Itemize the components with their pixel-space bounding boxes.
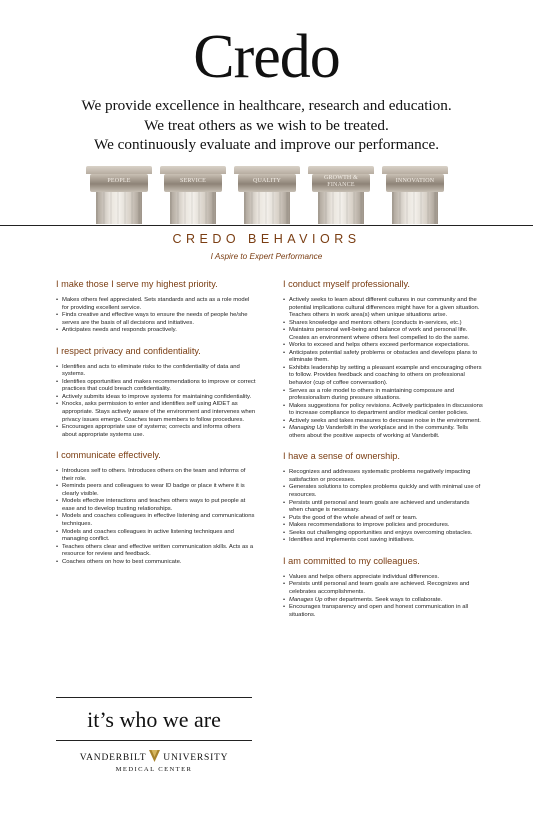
- list-item: • Knocks, asks permission to enter and identifies self using AIDET as appropriate. Stays actively aware of the environment and intervenes when privacy issues emerge. Coaches team members to follow procedures.: [56, 401, 256, 424]
- list-item: • Manages Up other departments. Seek ways to collaborate.: [283, 597, 485, 605]
- list-item: • Models and coaches colleagues in effective listening and communications techniques.: [56, 513, 256, 528]
- list-item: • Exhibits leadership by setting a pleasant example and encouraging others to follow. Provides feedback and coaching to others on professional behavior (cup of coffee conversation).: [283, 365, 485, 388]
- list-item: • Recognizes and addresses systematic problems negatively impacting satisfaction or processes.: [283, 469, 485, 484]
- section-heading: I communicate effectively.: [56, 450, 161, 461]
- list-item: • Encourages appropriate use of systems; corrects and informs others about appropriate systems use.: [56, 424, 256, 439]
- divider: [0, 225, 533, 226]
- section-heading: I respect privacy and confidentiality.: [56, 345, 201, 356]
- mission-line: We continuously evaluate and improve our performance.: [93, 136, 439, 153]
- behaviors-subtitle: I Aspire to Expert Performance: [210, 252, 323, 261]
- list-item: • Reminds peers and colleagues to wear ID badge or place it where it is clearly visible.: [56, 483, 256, 498]
- section-heading: I make those I serve my highest priority.: [56, 279, 218, 289]
- section-professional: [283, 279, 485, 440]
- section-colleagues: [283, 556, 485, 619]
- list-item: • Shares knowledge and mentors others (conducts in-services, etc.): [283, 320, 485, 328]
- pillar-service: [160, 166, 226, 224]
- logo-subtitle: MEDICAL CENTER: [115, 766, 193, 773]
- pillar-label: SERVICE: [180, 178, 206, 184]
- list-item: • Actively seeks and takes measures to decrease noise in the environment.: [283, 418, 485, 426]
- list-item: • Works to exceed and helps others exceed performance expectations.: [283, 342, 485, 350]
- left-column: [56, 279, 256, 577]
- section-heading: I have a sense of ownership.: [283, 451, 400, 462]
- pillar-innovation: [382, 166, 448, 224]
- pillars-graphic: [86, 166, 506, 224]
- bullet-list: [56, 297, 256, 335]
- section-priority: [56, 279, 256, 335]
- pillar-label: GROWTH & FINANCE: [323, 175, 359, 188]
- list-item: • Identifies opportunities and makes recommendations to improve or correct practices that could breach confidentiality.: [56, 379, 256, 394]
- list-item: • Coaches others on how to best communicate.: [56, 559, 256, 567]
- pillar-people: [86, 166, 152, 224]
- behaviors-title: CREDO BEHAVIORS: [172, 232, 361, 246]
- list-item: • Models effective interactions and teaches others ways to put people at ease and to develop trusting relationships.: [56, 498, 256, 513]
- section-communicate: [56, 450, 256, 566]
- list-item: • Generates solutions to complex problems quickly and with minimal use of resources.: [283, 484, 485, 499]
- list-item: • Serves as a role model to others in maintaining composure and professionalism during pressure situations.: [283, 388, 485, 403]
- list-item: • Finds creative and effective ways to ensure the needs of people he/she serves are the basis of all decisions and initiatives.: [56, 312, 256, 327]
- list-item: • Managing Up Vanderbilt in the workplace and in the community. Tells others about the positive aspects of working at Vanderbilt.: [283, 425, 485, 440]
- bullet-list: [283, 574, 485, 619]
- list-item: • Persists until personal and team goals are achieved and understands when change is necessary.: [283, 500, 485, 515]
- list-item: • Introduces self to others. Introduces others on the team and informs of their role.: [56, 468, 256, 483]
- section-ownership: [283, 451, 485, 544]
- list-item: • Models and coaches colleagues in active listening techniques and managing conflict.: [56, 529, 256, 544]
- list-item: • Persists until personal and team goals are achieved. Recognizes and celebrates accomplishments.: [283, 581, 485, 596]
- list-item: • Makes suggestions for policy revisions. Actively participates in discussions to increase compliance to department and/or medical center policies.: [283, 403, 485, 418]
- section-heading: I am committed to my colleagues.: [283, 555, 420, 566]
- list-item: • Makes recommendations to improve policies and procedures.: [283, 522, 485, 530]
- list-item: • Identifies and implements cost saving initiatives.: [283, 537, 485, 545]
- mission-line: We treat others as we wish to be treated.: [144, 116, 389, 134]
- tagline-divider: [56, 740, 252, 741]
- list-item: • Encourages transparency and open and honest communication in all situations.: [283, 604, 485, 619]
- mission-statement: [0, 96, 533, 155]
- pillar-label: QUALITY: [252, 178, 282, 184]
- vanderbilt-v-icon: [149, 750, 160, 762]
- list-item: • Values and helps others appreciate individual differences.: [283, 574, 485, 582]
- pillar-growth-finance: [308, 166, 374, 224]
- list-item: • Makes others feel appreciated. Sets standards and acts as a role model for providing excellent service.: [56, 297, 256, 312]
- section-privacy: [56, 346, 256, 439]
- list-item: • Identifies and acts to eliminate risks to the confidentiality of data and systems.: [56, 364, 256, 379]
- mission-line: We provide excellence in healthcare, research and education.: [81, 97, 452, 114]
- list-item: • Teaches others clear and effective written communication skills. Acts as a resource for review and feedback.: [56, 544, 256, 559]
- logo-word: UNIVERSITY: [163, 753, 229, 763]
- bullet-list: [283, 469, 485, 544]
- list-item: • Anticipates needs and responds proactively.: [56, 327, 256, 335]
- list-item: • Anticipates potential safety problems or obstacles and develops plans to eliminate them.: [283, 350, 485, 365]
- section-heading: I conduct myself professionally.: [283, 279, 410, 289]
- tagline-divider: [56, 697, 252, 698]
- list-item: • Seeks out challenging opportunities and enjoys overcoming obstacles.: [283, 530, 485, 538]
- pillar-label: PEOPLE: [107, 178, 131, 184]
- bullet-list: [56, 364, 256, 439]
- tagline: it’s who we are: [87, 707, 221, 732]
- list-item: • Actively submits ideas to improve systems for maintaining confidentiality.: [56, 394, 256, 402]
- vanderbilt-logo: [56, 750, 252, 773]
- right-column: [283, 279, 485, 630]
- page-title: Credo: [193, 23, 340, 91]
- list-item: • Actively seeks to learn about different cultures in our community and the potential implications cultural differences might have for a given situation. Teaches others in work area(s) when unique situations arise.: [283, 297, 485, 320]
- pillar-label: INNOVATION: [395, 178, 435, 184]
- pillar-quality: [234, 166, 300, 224]
- logo-word: VANDERBILT: [79, 753, 147, 763]
- bullet-list: [56, 468, 256, 566]
- bullet-list: [283, 297, 485, 440]
- list-item: • Puts the good of the whole ahead of self or team.: [283, 515, 485, 523]
- list-item: • Maintains personal well-being and balance of work and personal life. Creates an environment where others feel compelled to do the same.: [283, 327, 485, 342]
